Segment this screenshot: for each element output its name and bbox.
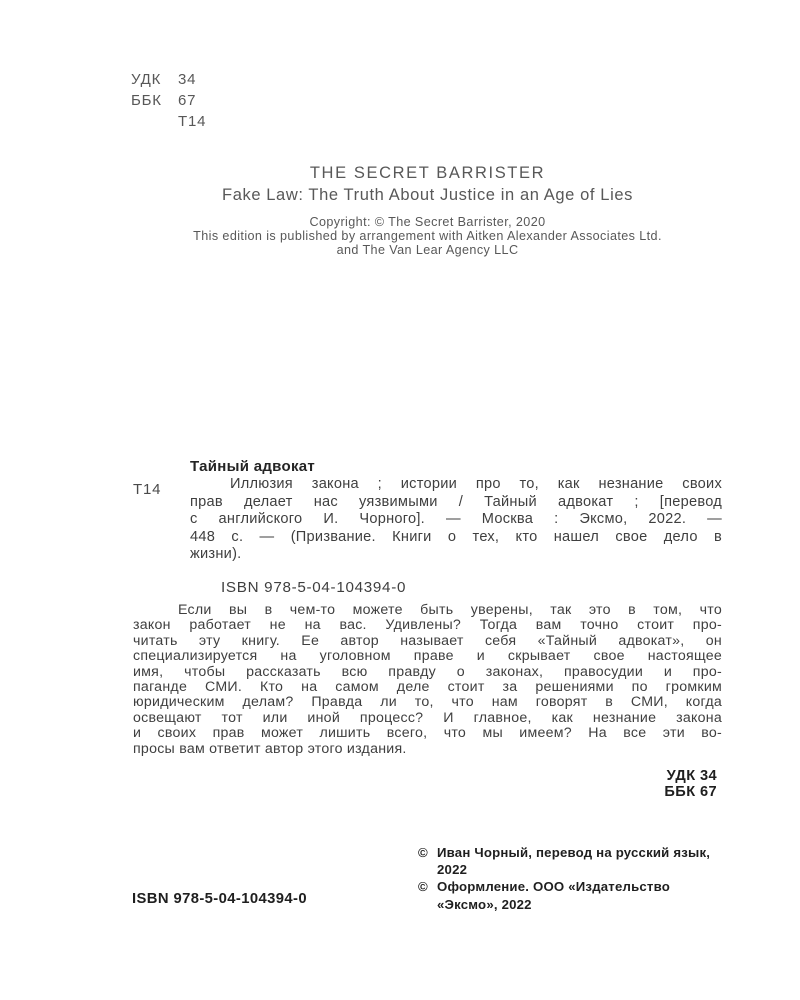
catalog-line: Иллюзия закона ; истории про то, как незнание своих — [230, 476, 722, 492]
book-title-line: Fake Law: The Truth About Justice in an Age of Lies — [222, 186, 633, 204]
catalog-line: жизни). — [190, 546, 242, 562]
annotation-line: читать эту книгу. Ее автор называет себя «Тайный адвокат», он — [133, 632, 722, 649]
copyright-text — [437, 878, 753, 912]
annotation-line: специализируется на уголовном праве и скрывает свое настоящее — [133, 648, 722, 665]
bottom-classification-codes — [664, 768, 717, 800]
udk-row — [131, 69, 206, 90]
annotation-line: и своих прав может лишить всего, что мы имеем? На все эти во- — [133, 725, 722, 742]
annotation-line: юридическим делам? Правда ли то, что нам говорят в СМИ, когда — [133, 694, 722, 711]
author-sign-row — [131, 111, 206, 132]
agency-line: and The Van Lear Agency LLC — [336, 243, 519, 257]
udk-label: УДК — [131, 71, 162, 88]
copyright-symbol: © — [418, 879, 428, 895]
copyright-entry — [418, 878, 753, 912]
author-sign-value: Т14 — [178, 113, 207, 130]
annotation-line: имя, чтобы рассказать всю правду о законах, правосудии и про- — [133, 663, 722, 680]
annotation-line: закон работает не на вас. Удивлены? Тогда вам точно стоит про- — [133, 617, 722, 634]
english-title-block — [133, 163, 722, 257]
copyright-line-1: Иван Чорный, перевод на русский язык, — [437, 845, 711, 860]
annotation-line: паганде СМИ. Кто на самом деле стоит за решениями по громким — [133, 679, 722, 696]
bbk-row — [131, 90, 206, 111]
annotation-line: просы вам ответит автор этого издания. — [133, 740, 407, 757]
catalog-card — [133, 458, 722, 564]
copyright-notices — [418, 844, 753, 913]
catalog-line: прав делает нас уязвимыми / Тайный адвокат ; [перевод — [190, 493, 722, 510]
catalog-heading: Тайный адвокат — [190, 458, 316, 475]
copyright-line-2: 2022 — [437, 862, 468, 878]
copyright-entry — [418, 844, 753, 878]
udk-value: 34 — [178, 71, 197, 88]
bbk-label: ББК — [131, 92, 162, 109]
copyright-line-2: «Эксмо», 2022 — [437, 896, 532, 912]
annotation-paragraph — [133, 603, 722, 757]
copyright-symbol: © — [418, 845, 428, 860]
bbk-value: 67 — [178, 92, 197, 109]
copyright-line: Copyright: © The Secret Barrister, 2020 — [309, 215, 546, 229]
catalog-line: 448 с. — (Призвание. Книги о тех, кто нашел свое дело в — [190, 528, 722, 545]
catalog-description — [190, 476, 722, 564]
catalog-author-sign: Т14 — [133, 481, 162, 498]
isbn-catalog-line: ISBN 978-5-04-104394-0 — [221, 579, 407, 596]
bottom-isbn: ISBN 978-5-04-104394-0 — [132, 891, 307, 907]
bbk-right: ББК 67 — [664, 784, 717, 800]
book-author-line: THE SECRET BARRISTER — [309, 164, 546, 182]
top-classification-codes — [131, 69, 206, 132]
copyright-line-1: Оформление. ООО «Издательство — [437, 879, 670, 895]
annotation-line: освещают тот или иной процесс? И главное, как незнание закона — [133, 709, 722, 726]
copyright-text — [437, 844, 753, 878]
arrangement-line: This edition is published by arrangement with Aitken Alexander Associates Ltd. — [193, 229, 662, 243]
author-sign-spacer — [131, 111, 178, 132]
annotation-line: Если вы в чем-то можете быть уверены, так это в том, что — [178, 602, 722, 618]
catalog-line: с английского И. Чорного]. — Москва : Эксмо, 2022. — — [190, 511, 722, 527]
udk-right: УДК 34 — [666, 768, 717, 784]
